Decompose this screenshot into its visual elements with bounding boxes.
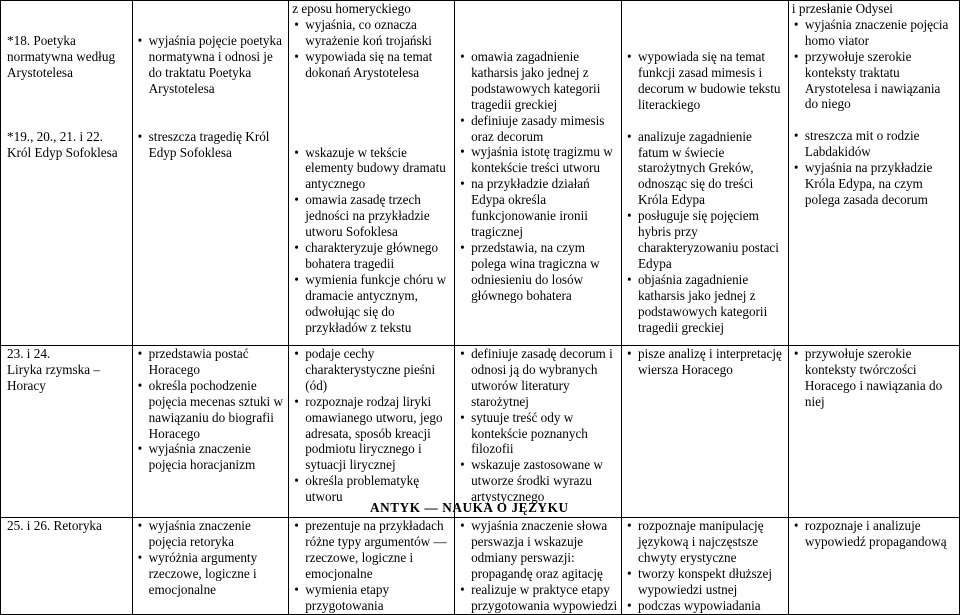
- list-item: • prezentuje na przykładach różne typy argumentów — rzeczowe, logiczne i emocjonalne: [292, 518, 451, 582]
- list-item: • definiuje zasady mimesis oraz decorum: [458, 113, 618, 145]
- list-item: • analizuje zagadnienie fatum w świecie starożytnych Greków, odnosząc się do treści Króla Edypa: [625, 129, 785, 209]
- list-item: • przywołuje szerokie konteksty traktatu Arystotelesa i nawiązania do niego: [792, 49, 956, 113]
- list-item: • rozpoznaje i analizuje wypowiedź propagandową: [792, 518, 956, 550]
- list-item: • omawia zagadnienie katharsis jako jednej z podstawowych kategorii tragedii greckiej: [458, 49, 618, 113]
- list-item: • streszcza tragedię Król Edyp Sofoklesa: [136, 129, 286, 161]
- table-row: [1, 518, 960, 615]
- requirements-cell: [455, 1, 622, 346]
- list-item: • sytuuje treść ody w kontekście poznanych filozofii: [458, 410, 618, 458]
- list-item: • wyjaśnia znaczenie słowa perswazja i wskazuje odmiany perswazji: propagandę oraz agitację: [458, 518, 618, 582]
- list-item: • przedstawia, na czym polega wina tragiczna w odniesieniu do losów głównego bohatera: [458, 240, 618, 304]
- requirements-cell: [621, 518, 788, 615]
- list-item: • określa problematykę utworu: [292, 473, 451, 505]
- list-item: • omawia zasadę trzech jedności na przykładzie utworu Sofoklesa: [292, 192, 451, 240]
- list-item: • przywołuje szerokie konteksty twórczości Horacego i nawiązania do niej: [792, 346, 956, 410]
- topics-cell: [132, 518, 289, 615]
- list-item: • wyjaśnia znaczenie pojęcia homo viator: [792, 17, 956, 49]
- list-item: • wyjaśnia znaczenie pojęcia horacjanizm: [136, 441, 286, 473]
- requirements-cell: [788, 346, 959, 518]
- list-item: • wyróżnia argumenty rzeczowe, logiczne i emocjonalne: [136, 550, 286, 598]
- list-item: • wypowiada się na temat dokonań Arystotelesa: [292, 49, 451, 81]
- requirements-cell: [455, 518, 622, 615]
- requirements-cell: [289, 346, 455, 518]
- list-item: • na przykładzie działań Edypa określa funkcjonowanie ironii tragicznej: [458, 176, 618, 240]
- requirements-cell: [289, 1, 455, 346]
- lesson-cell: [1, 1, 133, 346]
- list-item: • rozpoznaje manipulację językową i najczęstsze chwyty erystyczne: [625, 518, 785, 566]
- requirements-cell: [621, 1, 788, 346]
- topics-cell: [132, 346, 289, 518]
- requirements-cell: [289, 518, 455, 615]
- list-item: • przedstawia postać Horacego: [136, 346, 286, 378]
- list-item: • wymienia etapy przygotowania: [292, 582, 451, 614]
- lesson-title: 23. i 24. Liryka rzymska – Horacy: [7, 346, 101, 393]
- section-title: ANTYK — NAUKA O JĘZYKU: [370, 500, 569, 515]
- list-item: • charakteryzuje głównego bohatera tragedii: [292, 240, 451, 272]
- list-item: • realizuje w praktyce etapy przygotowania wypowiedzi: [458, 582, 618, 614]
- table-row: [1, 1, 960, 346]
- list-item: • definiuje zasadę decorum i odnosi ją do wybranych utworów literatury starożytnej: [458, 346, 618, 410]
- topics-cell: [132, 1, 289, 346]
- lesson-title: *19., 20., 21. i 22. Król Edyp Sofoklesa: [7, 128, 118, 160]
- list-item: • wypowiada się na temat funkcji zasad mimesis i decorum w budowie tekstu literackiego: [625, 49, 785, 113]
- lesson-cell: [1, 518, 133, 615]
- list-item: • wyjaśnia na przykładzie Króla Edypa, na czym polega zasada decorum: [792, 160, 956, 208]
- list-item: • rozpoznaje rodzaj liryki omawianego utworu, jego adresata, sposób kreacji podmiotu lirycznego i sytuacji lirycznej: [292, 394, 451, 474]
- list-item: • wskazuje w tekście elementy budowy dramatu antycznego: [292, 145, 451, 193]
- list-item: • określa pochodzenie pojęcia mecenas sztuki w nawiązaniu do biografii Horacego: [136, 378, 286, 442]
- list-item: • posługuje się pojęciem hybris przy charakteryzowaniu postaci Edypa: [625, 208, 785, 272]
- lesson-title: 25. i 26. Retoryka: [7, 518, 102, 533]
- list-item: • streszcza mit o rodzie Labdakidów: [792, 128, 956, 160]
- list-item: • objaśnia zagadnienie katharsis jako jednej z podstawowych kategorii tragedii greckiej: [625, 272, 785, 336]
- requirements-cell: [455, 346, 622, 518]
- list-item: • podaje cechy charakterystyczne pieśni (ód): [292, 346, 451, 394]
- requirements-cell: [788, 1, 959, 346]
- list-item: i przesłanie Odysei: [791, 1, 893, 16]
- list-item: • wyjaśnia istotę tragizmu w kontekście treści utworu: [458, 144, 618, 176]
- list-item: • pisze analizę i interpretację wiersza Horacego: [625, 346, 785, 378]
- requirements-cell: [621, 346, 788, 518]
- table-row: [1, 346, 960, 518]
- list-item: • wyjaśnia znaczenie pojęcia retoryka: [136, 518, 286, 550]
- list-item: • wymienia funkcje chóru w dramacie antycznym, odwołując się do przykładów z tekstu: [292, 272, 451, 336]
- list-item: • wskazuje zastosowane w utworze środki wyrazu artystycznego: [458, 457, 618, 505]
- list-item: • wyjaśnia, co oznacza wyrażenie koń trojański: [292, 17, 451, 49]
- list-item: • tworzy konspekt dłuższej wypowiedzi ustnej: [625, 566, 785, 598]
- lesson-title: *18. Poetyka normatywna według Arystotelesa: [7, 33, 116, 80]
- list-item: • wyjaśnia pojęcie poetyka normatywna i odnosi je do traktatu Poetyka Arystotelesa: [136, 33, 286, 97]
- lesson-cell: [1, 346, 133, 518]
- list-item: • podczas wypowiadania: [625, 598, 785, 614]
- requirements-cell: [788, 518, 959, 615]
- list-item: z eposu homeryckiego: [292, 1, 411, 16]
